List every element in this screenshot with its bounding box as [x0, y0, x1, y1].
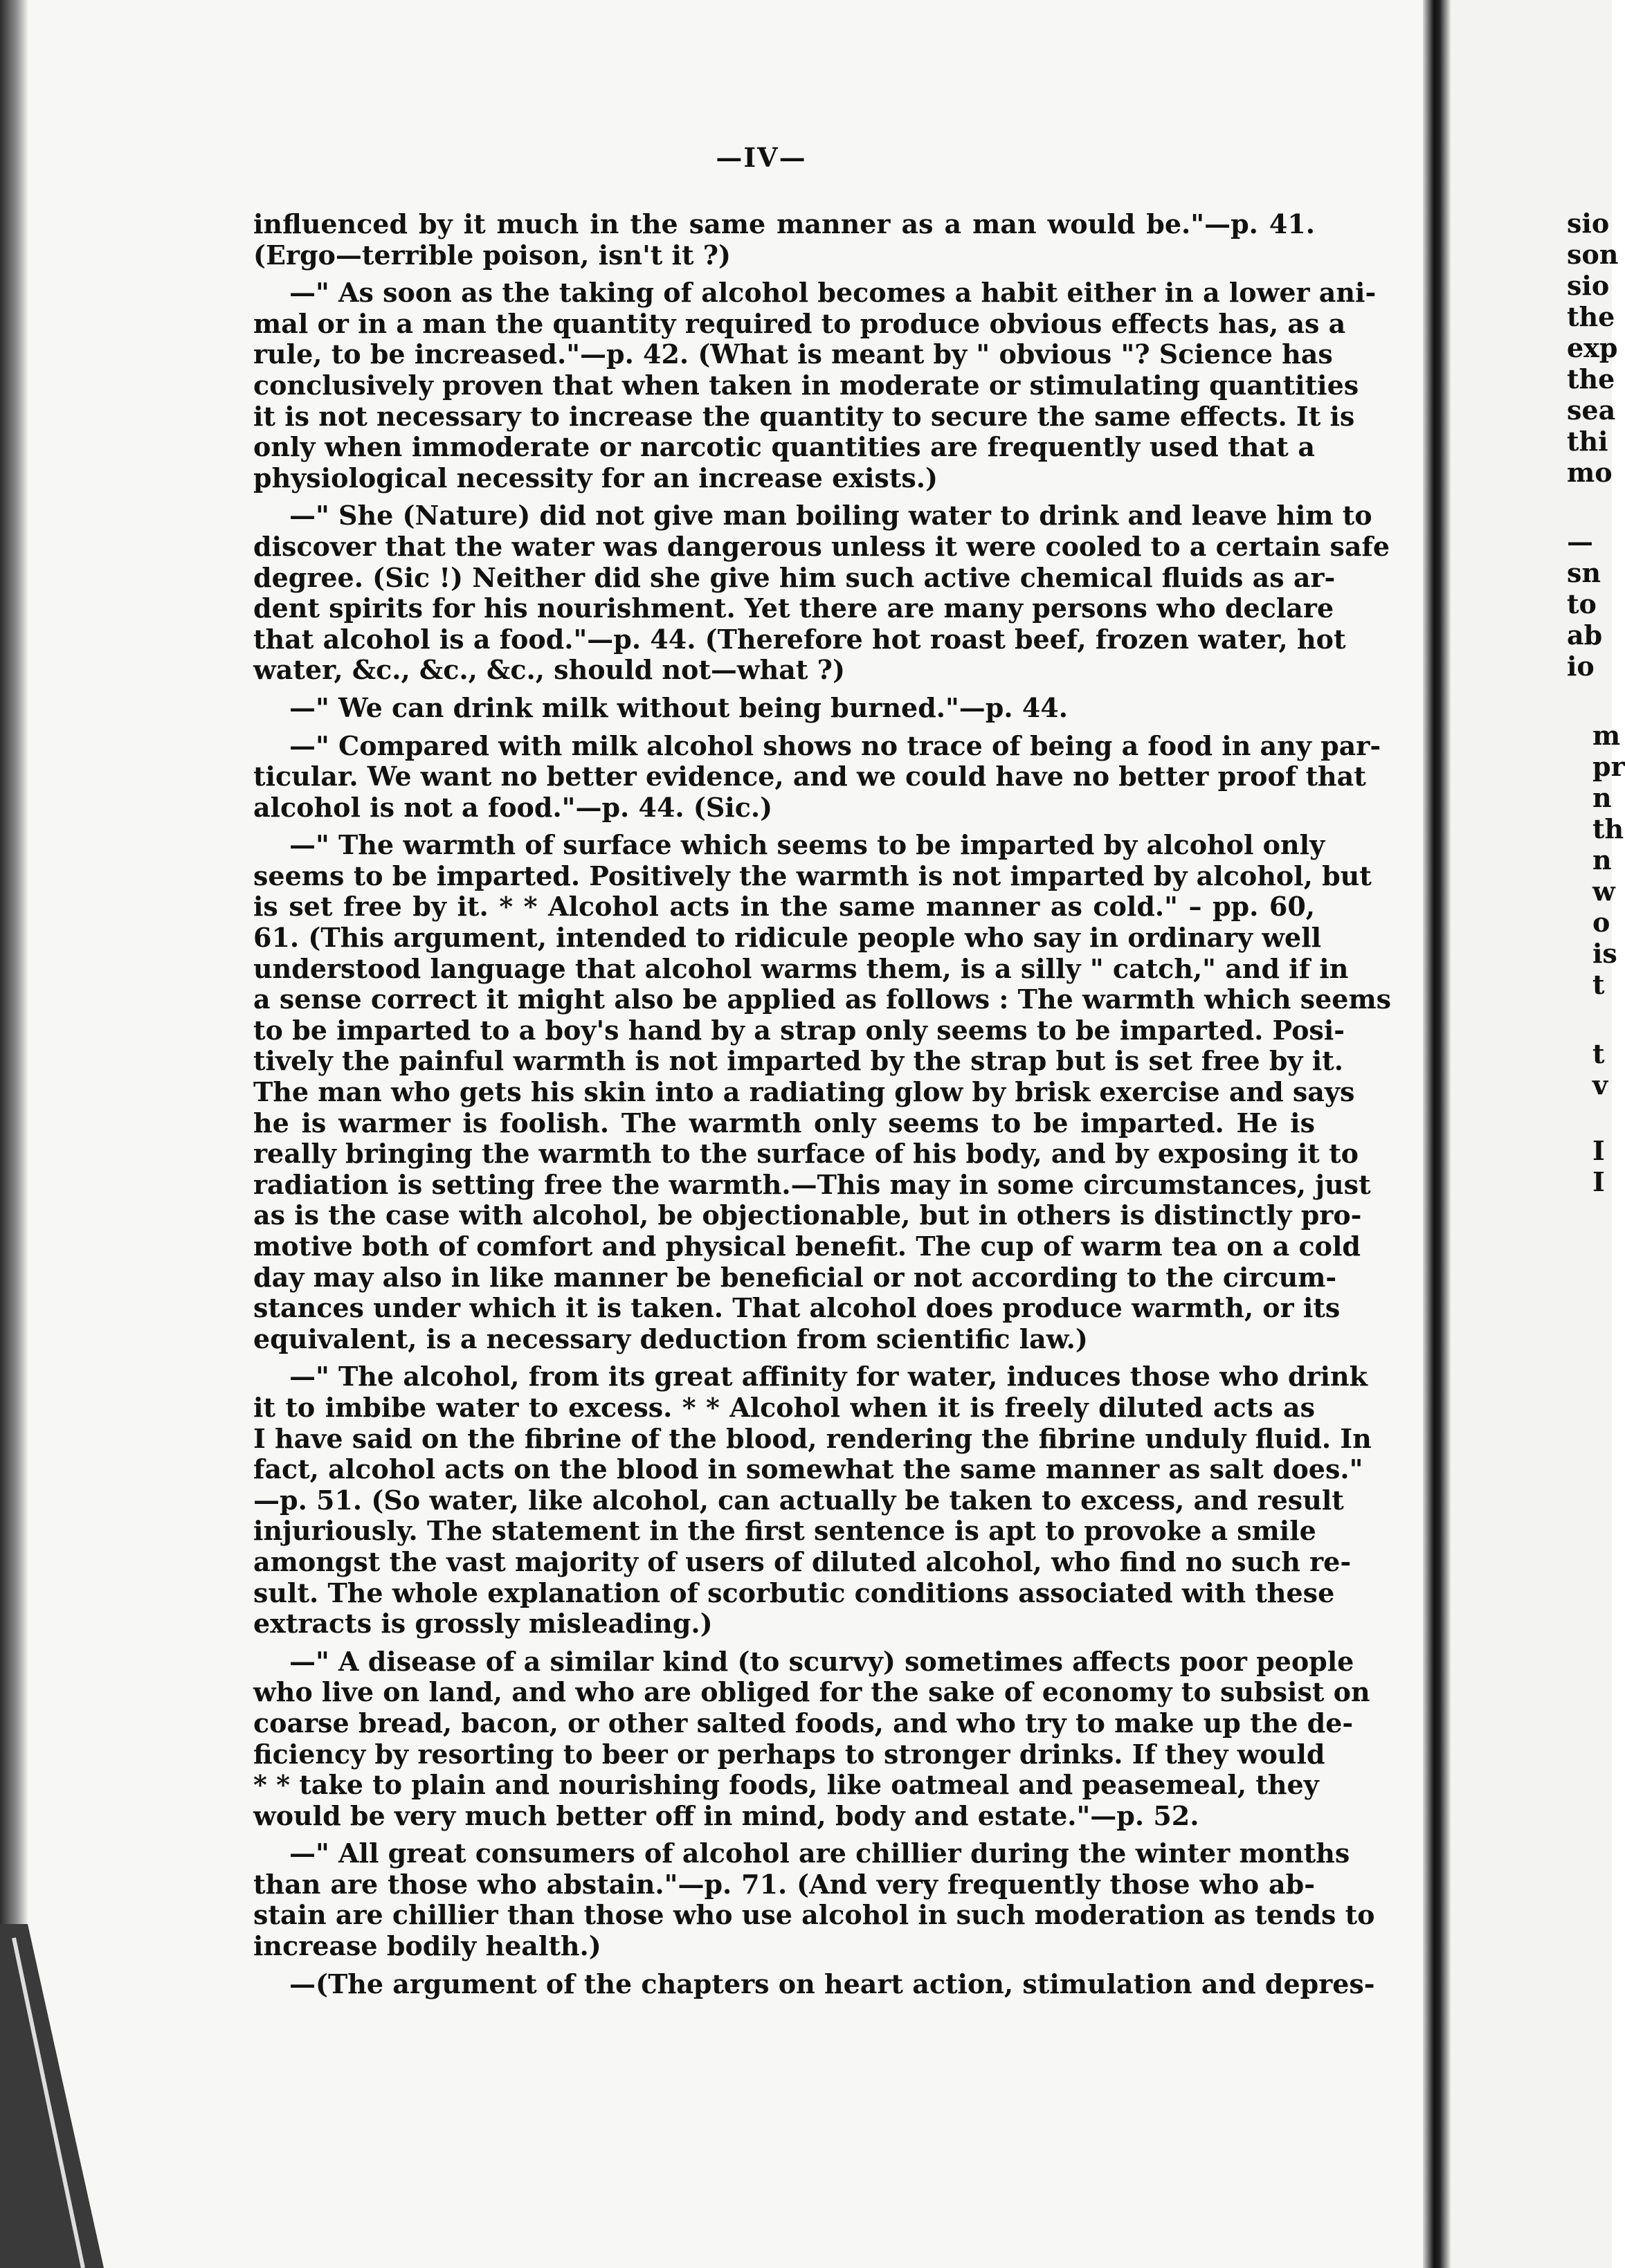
text-line: conclusively proven that when taken in moderate or stimulating quantities	[253, 369, 1359, 401]
text-line: is set free by it. * * Alcohol acts in the same manner as cold." – pp. 60,	[253, 891, 1315, 923]
text-line: —" A disease of a similar kind (to scurvy) sometimes affects poor people	[289, 1645, 1354, 1677]
facing-page-fragment: t	[1592, 969, 1605, 1000]
text-line: he is warmer is foolish. The warmth only seems to be imparted. He is	[253, 1107, 1315, 1138]
facing-page-fragment: sio	[1567, 208, 1610, 239]
facing-page-fragment: n	[1592, 844, 1612, 876]
paragraph-gap	[253, 724, 1315, 731]
facing-page-fragment: thi	[1567, 426, 1608, 457]
book-gutter	[1423, 0, 1451, 2268]
text-line: —" As soon as the taking of alcohol becomes a habit either in a lower ani-	[289, 277, 1377, 309]
facing-page-fragment: pr	[1592, 751, 1625, 782]
text-line: The man who gets his skin into a radiating glow by brisk exercise and says	[253, 1076, 1355, 1108]
text-line: alcohol is not a food."—p. 44. (Sic.)	[253, 791, 773, 823]
facing-page-fragment: sea	[1567, 394, 1616, 426]
text-line: —" She (Nature) did not give man boiling water to drink and leave him to	[289, 500, 1372, 532]
facing-page-fragment: the	[1567, 363, 1615, 394]
facing-page-fragment: sn	[1567, 557, 1601, 588]
text-line: ticular. We want no better evidence, and we could have no better proof that	[253, 761, 1366, 792]
text-line: —" The alcohol, from its great affinity for water, induces those who drink	[289, 1361, 1368, 1392]
text-line: —(The argument of the chapters on heart action, stimulation and depres-	[289, 1968, 1375, 1999]
text-line: would be very much better off in mind, body and estate."—p. 52.	[253, 1799, 1199, 1831]
text-line: —" We can drink milk without being burned."—p. 44.	[289, 691, 1068, 723]
text-line: as is the case with alcohol, be objectionable, but in others is distinctly pro-	[253, 1199, 1362, 1231]
facing-page-fragment: sio	[1567, 270, 1610, 301]
text-line: sult. The whole explanation of scorbutic conditions associated with these	[253, 1577, 1335, 1608]
text-line: really bringing the warmth to the surface of his body, and by exposing it to	[253, 1138, 1359, 1170]
facing-page-fragment: ab	[1567, 619, 1603, 651]
facing-page-fragment: exp	[1567, 332, 1618, 363]
text-line: stances under which it is taken. That alcohol does produce warmth, or its	[253, 1292, 1341, 1324]
text-line: —" All great consumers of alcohol are chillier during the winter months	[289, 1838, 1350, 1869]
facing-page-fragment: —	[1567, 526, 1593, 557]
text-line: discover that the water was dangerous unless it were cooled to a certain safe	[253, 530, 1390, 562]
text-line: physiological necessity for an increase exists.)	[253, 462, 938, 493]
text-line: only when immoderate or narcotic quantities are frequently used that a	[253, 431, 1315, 463]
text-line: it to imbibe water to excess. * * Alcohol when it is freely diluted acts as	[253, 1391, 1315, 1423]
text-line: extracts is grossly misleading.)	[253, 1608, 713, 1640]
text-line: seems to be imparted. Positively the warmth is not imparted by alcohol, but	[253, 860, 1372, 891]
text-line: increase bodily health.)	[253, 1930, 601, 1962]
text-line: day may also in like manner be beneficial or not according to the circum-	[253, 1261, 1337, 1293]
facing-page-fragment: I	[1592, 1166, 1605, 1197]
text-line: —" Compared with milk alcohol shows no trace of being a food in any par-	[289, 729, 1381, 761]
facing-page-fragment: th	[1592, 813, 1624, 844]
text-line: tively the painful warmth is not imparted by the strap but is set free by it.	[253, 1045, 1343, 1077]
text-line: —" The warmth of surface which seems to be imparted by alcohol only	[289, 829, 1325, 861]
facing-page-fragment: m	[1592, 720, 1621, 751]
text-line: radiation is setting free the warmth.—This may in some circumstances, just	[253, 1168, 1371, 1200]
text-line: injuriously. The statement in the first sentence is apt to provoke a smile	[253, 1515, 1316, 1547]
facing-page-fragment: mo	[1567, 457, 1613, 488]
text-line: rule, to be increased."—p. 42. (What is meant by " obvious "? Science has	[253, 338, 1333, 370]
text-line: 61. (This argument, intended to ridicule people who say in ordinary well	[253, 922, 1322, 954]
text-line: that alcohol is a food."—p. 44. (Therefore hot roast beef, frozen water, hot	[253, 623, 1346, 655]
text-line: it is not necessary to increase the quantity to secure the same effects. It is	[253, 400, 1355, 432]
text-line: water, &c., &c., &c., should not—what ?)	[253, 654, 845, 686]
facing-page-fragment: the	[1567, 301, 1615, 332]
page-number: —IV—	[716, 142, 807, 173]
text-line: motive both of comfort and physical benefit. The cup of warm tea on a cold	[253, 1231, 1361, 1262]
text-line: equivalent, is a necessary deduction from scientific law.)	[253, 1323, 1088, 1354]
body-text	[253, 208, 1392, 1999]
text-line: dent spirits for his nourishment. Yet there are many persons who declare	[253, 592, 1334, 624]
text-line: influenced by it much in the same manner as a man would be."—p. 41.	[253, 208, 1315, 239]
text-line: amongst the vast majority of users of diluted alcohol, who find no such re-	[253, 1545, 1352, 1577]
facing-page-fragment: is	[1592, 938, 1617, 969]
text-line: degree. (Sic !) Neither did she give him such active chemical fluids as ar-	[253, 561, 1336, 593]
left-edge-curl	[0, 1924, 104, 2268]
facing-page-fragment: I	[1592, 1135, 1605, 1166]
text-line: understood language that alcohol warms them, is a silly " catch," and if in	[253, 952, 1349, 984]
text-line: (Ergo—terrible poison, isn't it ?)	[253, 239, 732, 271]
text-line: stain are chillier than those who use alcohol in such moderation as tends to	[253, 1899, 1375, 1931]
facing-page	[1451, 0, 1625, 2268]
text-line: to be imparted to a boy's hand by a strap only seems to be imparted. Posi-	[253, 1014, 1345, 1046]
text-line: a sense correct it might also be applied as follows : The warmth which seems	[253, 983, 1392, 1015]
facing-page-fragment: w	[1592, 876, 1615, 907]
facing-page-fragment: t	[1592, 1038, 1605, 1069]
text-line: coarse bread, bacon, or other salted foods, and who try to make up the de-	[253, 1707, 1354, 1739]
facing-page-fragment: io	[1567, 651, 1595, 682]
text-line: ficiency by resorting to beer or perhaps to stronger drinks. If they would	[253, 1738, 1325, 1770]
text-line: * * take to plain and nourishing foods, like oatmeal and peasemeal, they	[253, 1769, 1319, 1801]
facing-page-fragment: son	[1567, 239, 1619, 270]
text-line: I have said on the fibrine of the blood, rendering the fibrine unduly fluid. In	[253, 1422, 1372, 1454]
facing-page-fragment: v	[1592, 1069, 1608, 1100]
text-line: fact, alcohol acts on the blood in somewhat the same manner as salt does."	[253, 1453, 1363, 1485]
facing-page-fragment: to	[1567, 588, 1597, 619]
text-line: who live on land, and who are obliged for the sake of economy to subsist on	[253, 1676, 1370, 1708]
text-line: —p. 51. (So water, like alcohol, can actually be taken to excess, and result	[253, 1484, 1344, 1516]
text-line: mal or in a man the quantity required to produce obvious effects has, as a	[253, 307, 1346, 339]
facing-page-fragment: o	[1592, 907, 1610, 938]
facing-page-fragment: n	[1592, 782, 1612, 813]
text-line: than are those who abstain."—p. 71. (And very frequently those who ab-	[253, 1868, 1315, 1900]
